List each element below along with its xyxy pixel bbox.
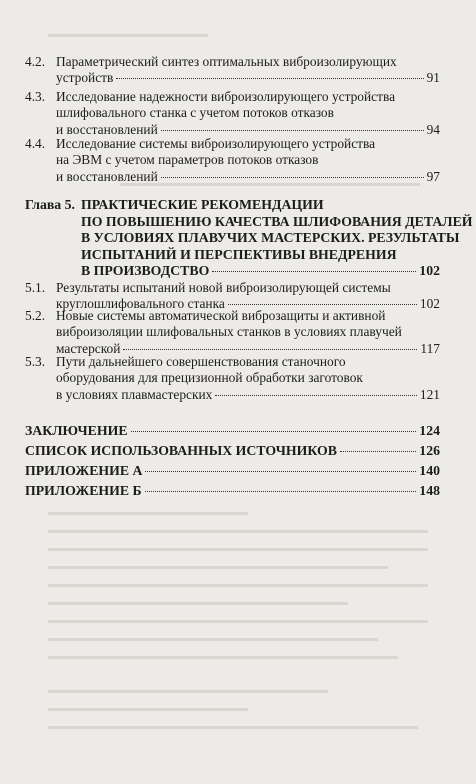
chapter-title-line: ПРАКТИЧЕСКИЕ РЕКОМЕНДАЦИИ xyxy=(81,197,324,212)
entry-title-line: Параметрический синтез оптимальных виброизолирующих xyxy=(56,54,397,69)
chapter-title-line: ИСПЫТАНИЙ И ПЕРСПЕКТИВЫ ВНЕДРЕНИЯ xyxy=(81,246,397,262)
entry-title-line: мастерской xyxy=(56,340,121,356)
entry-title-line: шлифовального станка с учетом потоков отказов xyxy=(56,105,334,121)
toc-entry-4-2 xyxy=(25,54,440,87)
section-number: 4.3. xyxy=(25,89,46,104)
entry-title: ПРИЛОЖЕНИЕ А xyxy=(25,463,143,478)
page-number: 94 xyxy=(426,121,440,137)
dot-leader xyxy=(212,271,416,272)
toc-appendix-b xyxy=(25,483,440,499)
entry-title-line: устройств xyxy=(56,70,114,86)
dot-leader xyxy=(340,451,416,452)
toc-entry-4-3 xyxy=(25,89,440,138)
page-number: 126 xyxy=(419,443,440,458)
dot-leader xyxy=(228,304,417,305)
dot-leader xyxy=(161,177,424,178)
page-number: 97 xyxy=(426,168,440,184)
chapter-prefix: Глава 5. xyxy=(25,197,76,212)
show-through-line xyxy=(48,584,428,587)
dot-leader xyxy=(123,349,417,350)
dot-leader xyxy=(131,431,417,432)
toc-conclusion xyxy=(25,423,440,439)
entry-title-line: в условиях плавмастерских xyxy=(56,386,213,402)
entry-title: СПИСОК ИСПОЛЬЗОВАННЫХ ИСТОЧНИКОВ xyxy=(25,443,337,458)
dot-leader xyxy=(145,491,417,492)
entry-title: ЗАКЛЮЧЕНИЕ xyxy=(25,423,128,438)
show-through-line xyxy=(48,34,208,37)
toc-appendix-a xyxy=(25,463,440,479)
toc-entry-5-3 xyxy=(25,354,440,403)
page-number: 117 xyxy=(420,340,440,356)
dot-leader xyxy=(145,471,416,472)
page-number: 148 xyxy=(419,483,440,498)
entry-title-line: и восстановлений xyxy=(56,121,158,137)
section-number: 4.2. xyxy=(25,54,46,69)
dot-leader xyxy=(161,130,424,131)
toc-entry-4-4 xyxy=(25,136,440,185)
entry-title-line: круглошлифовального станка xyxy=(56,296,225,312)
page-number: 140 xyxy=(419,463,440,478)
show-through-line xyxy=(48,620,428,623)
entry-title-line: Результаты испытаний новой виброизолирующей системы xyxy=(56,280,391,295)
show-through-line xyxy=(48,602,348,605)
section-number: 4.4. xyxy=(25,136,46,151)
section-number: 5.1. xyxy=(25,280,46,295)
section-number: 5.2. xyxy=(25,308,46,323)
show-through-line xyxy=(48,512,248,515)
show-through-line xyxy=(48,638,378,641)
toc-chapter-5 xyxy=(25,197,473,280)
show-through-line xyxy=(48,708,248,711)
entry-title-line: Новые системы автоматической виброзащиты и активной xyxy=(56,308,386,323)
entry-title-line: виброизоляции шлифовальных станков в условиях плавучей xyxy=(56,324,402,340)
chapter-title-line: В УСЛОВИЯХ ПЛАВУЧИХ МАСТЕРСКИХ. РЕЗУЛЬТАТЫ xyxy=(81,230,460,246)
show-through-line xyxy=(48,530,428,533)
page-number: 102 xyxy=(419,263,440,279)
entry-title: ПРИЛОЖЕНИЕ Б xyxy=(25,483,142,498)
entry-title-line: оборудования для прецизионной обработки заготовок xyxy=(56,370,363,386)
entry-title-line: Пути дальнейшего совершенствования станочного xyxy=(56,354,346,369)
entry-title-line: на ЭВМ с учетом параметров потоков отказов xyxy=(56,152,319,168)
show-through-line xyxy=(48,726,418,729)
page-number: 91 xyxy=(426,70,440,86)
show-through-line xyxy=(48,548,428,551)
show-through-line xyxy=(48,690,328,693)
show-through-line xyxy=(48,566,388,569)
entry-title-line: Исследование системы виброизолирующего устройства xyxy=(56,136,376,151)
entry-title-line: и восстановлений xyxy=(56,168,158,184)
toc-entry-5-2 xyxy=(25,308,440,357)
dot-leader xyxy=(215,395,417,396)
page-number: 124 xyxy=(419,423,440,438)
page-number: 102 xyxy=(419,296,440,312)
toc-references xyxy=(25,443,440,459)
show-through-line xyxy=(48,656,398,659)
page-number: 121 xyxy=(419,386,440,402)
entry-title-line: Исследование надежности виброизолирующего устройства xyxy=(56,89,396,104)
chapter-title-line: В ПРОИЗВОДСТВО xyxy=(81,263,210,279)
section-number: 5.3. xyxy=(25,354,46,369)
chapter-title-line: ПО ПОВЫШЕНИЮ КАЧЕСТВА ШЛИФОВАНИЯ ДЕТАЛЕЙ xyxy=(81,213,473,229)
dot-leader xyxy=(116,78,423,79)
